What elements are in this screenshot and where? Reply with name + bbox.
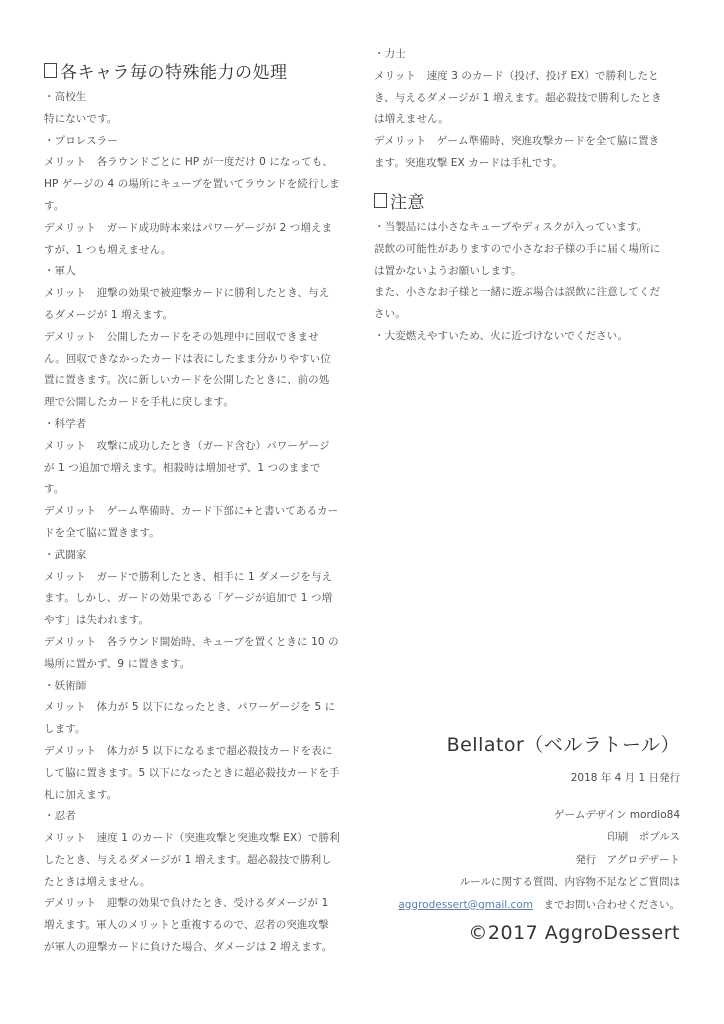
- text-line: たときは増えません。: [44, 875, 151, 888]
- contact-suffix: までお問い合わせください。: [533, 898, 680, 911]
- text-line: デメリット 公開したカードをその処理中に回収できませ: [44, 330, 319, 343]
- publisher-credit: 発行 アグロデザート: [575, 853, 680, 866]
- contact-note: ルールに関する質問、内容物不足などご質問は: [459, 876, 680, 888]
- abilities-body: [44, 87, 340, 959]
- section-heading-abilities: [44, 58, 288, 83]
- text-line: デメリット ゲーム準備時、突進攻撃カードを全て脇に置き: [374, 135, 660, 148]
- heading-text: 各キャラ毎の特殊能力の処理: [60, 63, 288, 83]
- text-line: ます。しかし、ガードの効果である「ゲージが追加で 1 つ増: [44, 592, 333, 605]
- product-title: Bellator（ベルラトール）: [446, 734, 680, 756]
- text-line: したとき、与えるダメージが 1 増えます。超必殺技で勝利し: [44, 853, 332, 866]
- publish-date: 2018 年 4 月 1 日発行: [570, 772, 680, 784]
- text-line: す。: [44, 199, 65, 212]
- text-line: メリット 各ラウンドごとに HP が一度だけ 0 になっても、: [44, 156, 333, 169]
- text-line: き、与えるダメージが 1 増えます。超必殺技で勝利したとき: [374, 91, 662, 104]
- text-line: メリット 攻撃に成功したとき（ガード含む）パワーゲージ: [44, 439, 330, 452]
- game-design-credit: ゲームデザイン mordio84: [553, 808, 680, 821]
- checkbox-square-icon: [374, 193, 387, 208]
- text-line: メリット 体力が 5 以下になったとき、パワーゲージを 5 に: [44, 701, 336, 714]
- text-line: 誤飲の可能性がありますので小さなお子様の手に届く場所に: [374, 242, 661, 255]
- text-line: ・高校生: [44, 91, 87, 103]
- text-line: HP ゲージの 4 の場所にキューブを置いてラウンドを続行しま: [44, 178, 340, 191]
- text-line: ・科学者: [44, 417, 87, 430]
- text-line: は置かないようお願いします。: [374, 264, 522, 277]
- copyright: ©2017 AggroDessert: [468, 922, 680, 944]
- text-line: ・力士: [374, 48, 406, 60]
- text-line: 理で公開したカードを手札に戻します。: [44, 396, 234, 409]
- text-line: 増えます。軍人のメリットと重複するので、忍者の突進攻撃: [44, 919, 329, 932]
- section-heading-notice: [374, 188, 425, 213]
- rikishi-section: [374, 44, 662, 175]
- text-line: ・忍者: [44, 810, 76, 823]
- text-line: 置に置きます。次に新しいカードを公開したときに、前の処: [44, 374, 330, 387]
- text-line: ます。突進攻撃 EX カードは手札です。: [374, 156, 563, 169]
- text-line: が 1 つ追加で増えます。相殺時は増加せず、1 つのままで: [44, 461, 321, 474]
- text-line: ん。回収できなかったカードは表にしたまま分かりやすい位: [44, 352, 331, 365]
- text-line: 場所に置かず、9 に置きます。: [44, 657, 191, 670]
- text-line: デメリット ガード成功時本来はパワーゲージが 2 つ増えま: [44, 221, 333, 234]
- text-line: デメリット ゲーム準備時、カード下部に+と書いてあるカー: [44, 505, 339, 518]
- text-line: デメリット 迎撃の効果で負けたとき、受けるダメージが 1: [44, 897, 329, 910]
- notice-body: [374, 217, 660, 348]
- print-credit: 印刷 ポプルス: [607, 831, 680, 843]
- text-line: ・プロレスラー: [44, 134, 118, 147]
- text-line: ・当製品には小さなキューブやディスクが入っています。: [374, 221, 648, 233]
- text-line: して脇に置きます。5 以下になったときに超必殺技カードを手: [44, 766, 340, 779]
- email-link[interactable]: aggrodessert@gmail.com: [398, 898, 533, 911]
- text-line: が軍人の迎撃カードに負けた場合、ダメージは 2 増えます。: [44, 941, 333, 954]
- text-line: るダメージが 1 増えます。: [44, 308, 174, 321]
- text-line: やす」は失われます。: [44, 614, 150, 627]
- heading-text: 注意: [390, 193, 425, 213]
- text-line: ・軍人: [44, 265, 76, 278]
- text-line: デメリット 各ラウンド開始時、キューブを置くときに 10 の: [44, 635, 339, 648]
- colophon: [398, 730, 680, 944]
- text-line: さい。: [374, 308, 406, 321]
- checkbox-square-icon: [44, 63, 57, 78]
- text-line: デメリット 体力が 5 以下になるまで超必殺技カードを表に: [44, 744, 333, 757]
- text-line: すが、1 つも増えません。: [44, 243, 172, 256]
- text-line: 札に加えます。: [44, 788, 118, 801]
- text-line: メリット 速度 3 のカード（投げ、投げ EX）で勝利したと: [374, 69, 659, 82]
- text-line: ・大変燃えやすいため、火に近づけないでください。: [374, 329, 628, 342]
- text-line: します。: [44, 723, 86, 736]
- text-line: す。: [44, 483, 65, 496]
- text-line: メリット ガードで勝利したとき、相手に 1 ダメージを与え: [44, 570, 333, 583]
- contact-line: [398, 894, 680, 917]
- text-line: ・武闘家: [44, 548, 87, 561]
- text-line: メリット 迎撃の効果で被迎撃カードに勝利したとき、与え: [44, 287, 330, 300]
- text-line: 特にないです。: [44, 112, 118, 125]
- text-line: は増えません。: [374, 113, 449, 126]
- text-line: ドを全て脇に置きます。: [44, 526, 160, 539]
- text-line: メリット 速度 1 のカード（突進攻撃と突進攻撃 EX）で勝利: [44, 832, 340, 845]
- text-line: また、小さなお子様と一緒に遊ぶ場合は誤飲に注意してくだ: [374, 286, 661, 299]
- text-line: ・妖術師: [44, 679, 87, 692]
